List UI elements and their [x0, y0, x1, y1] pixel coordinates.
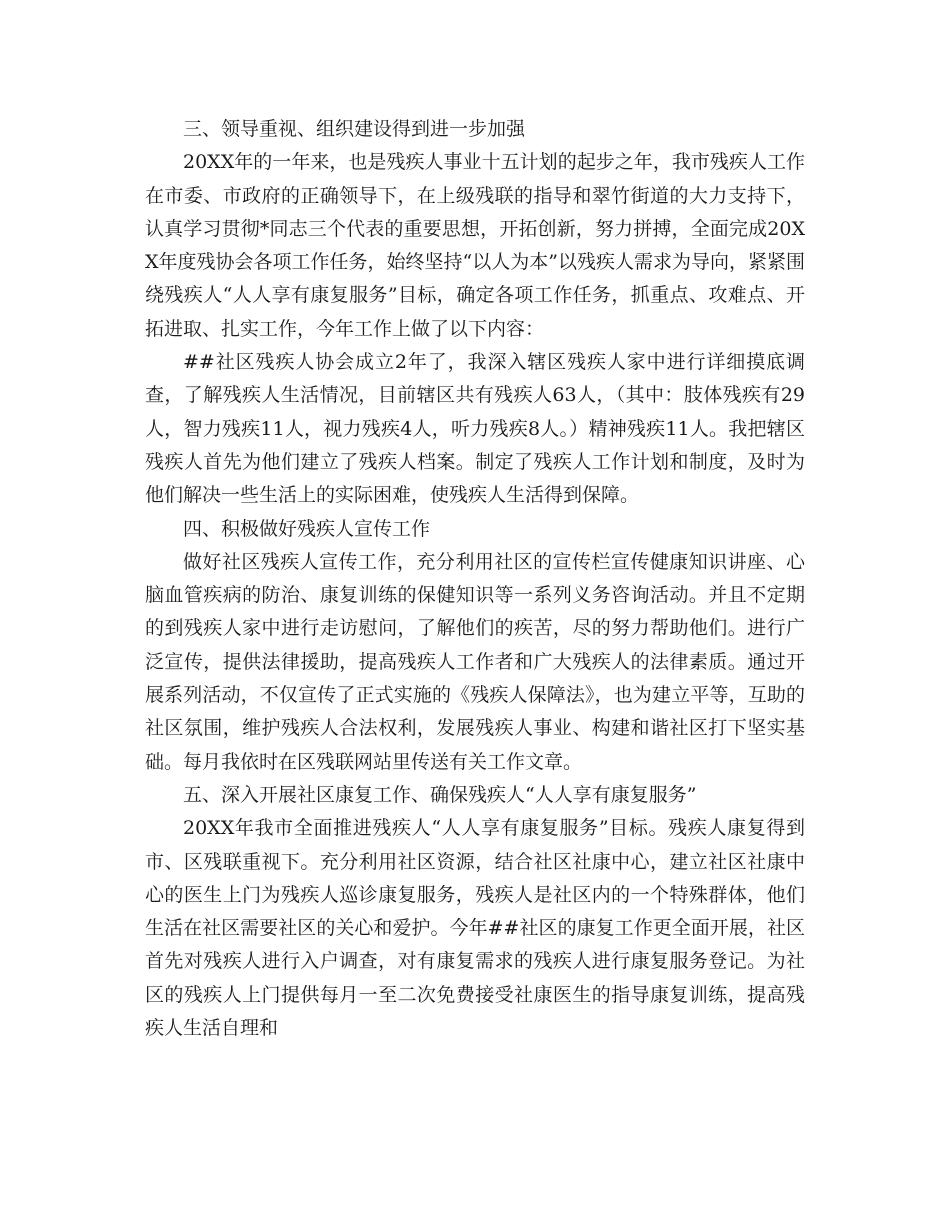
document-body: [145, 113, 805, 1045]
section-heading-5: 五、深入开展社区康复工作、确保残疾人“人人享有康复服务”: [183, 783, 697, 806]
paragraph-association: ##社区残疾人协会成立2年了，我深入辖区残疾人家中进行详细摸底调查，了解残疾人生活情况，目前辖区共有残疾人63人，（其中：肢体残疾有29人，智力残疾11人，视力残疾4人，听力残疾8人。）精神残疾11人。我把辖区残疾人首先为他们建立了残疾人档案。制定了残疾人工作计划和制度，及时为他们解决一些生活上的实际困难，使残疾人生活得到保障。: [145, 351, 805, 507]
paragraph-publicity: 做好社区残疾人宣传工作，充分利用社区的宣传栏宣传健康知识讲座、心脑血管疾病的防治、康复训练的保健知识等一系列义务咨询活动。并且不定期的到残疾人家中进行走访慰问，了解他们的疾苦，尽的努力帮助他们。进行广泛宣传，提供法律援助，提高残疾人工作者和广大残疾人的法律素质。通过开展系列活动，不仅宣传了正式实施的《残疾人保障法》，也为建立平等，互助的社区氛围，维护残疾人合法权利，发展残疾人事业、构建和谐社区打下坚实基础。每月我依时在区残联网站里传送有关工作文章。: [145, 550, 805, 773]
paragraph-rehabilitation: 20XX年我市全面推进残疾人“人人享有康复服务”目标。残疾人康复得到市、区残联重视下。充分利用社区资源，结合社区社康中心，建立社区社康中心的医生上门为残疾人巡诊康复服务，残疾人是社区内的一个特殊群体，他们生活在社区需要社区的关心和爱护。今年##社区的康复工作更全面开展，社区首先对残疾人进行入户调查，对有康复需求的残疾人进行康复服务登记。为社区的残疾人上门提供每月一至二次免费接受社康医生的指导康复训练，提高残疾人生活自理和: [145, 817, 805, 1040]
paragraph-intro: 20XX年的一年来，也是残疾人事业十五计划的起步之年，我市残疾人工作在市委、市政府的正确领导下，在上级残联的指导和翠竹街道的大力支持下，认真学习贯彻*同志三个代表的重要思想，开拓创新，努力拼搏，全面完成20XX年度残协会各项工作任务，始终坚持“以人为本”以残疾人需求为导向，紧紧围绕残疾人“人人享有康复服务”目标，确定各项工作任务，抓重点、攻难点、开拓进取、扎实工作，今年工作上做了以下内容：: [145, 151, 805, 340]
section-heading-3: 三、领导重视、组织建设得到进一步加强: [183, 118, 526, 140]
section-heading-4: 四、积极做好残疾人宣传工作: [183, 517, 431, 540]
